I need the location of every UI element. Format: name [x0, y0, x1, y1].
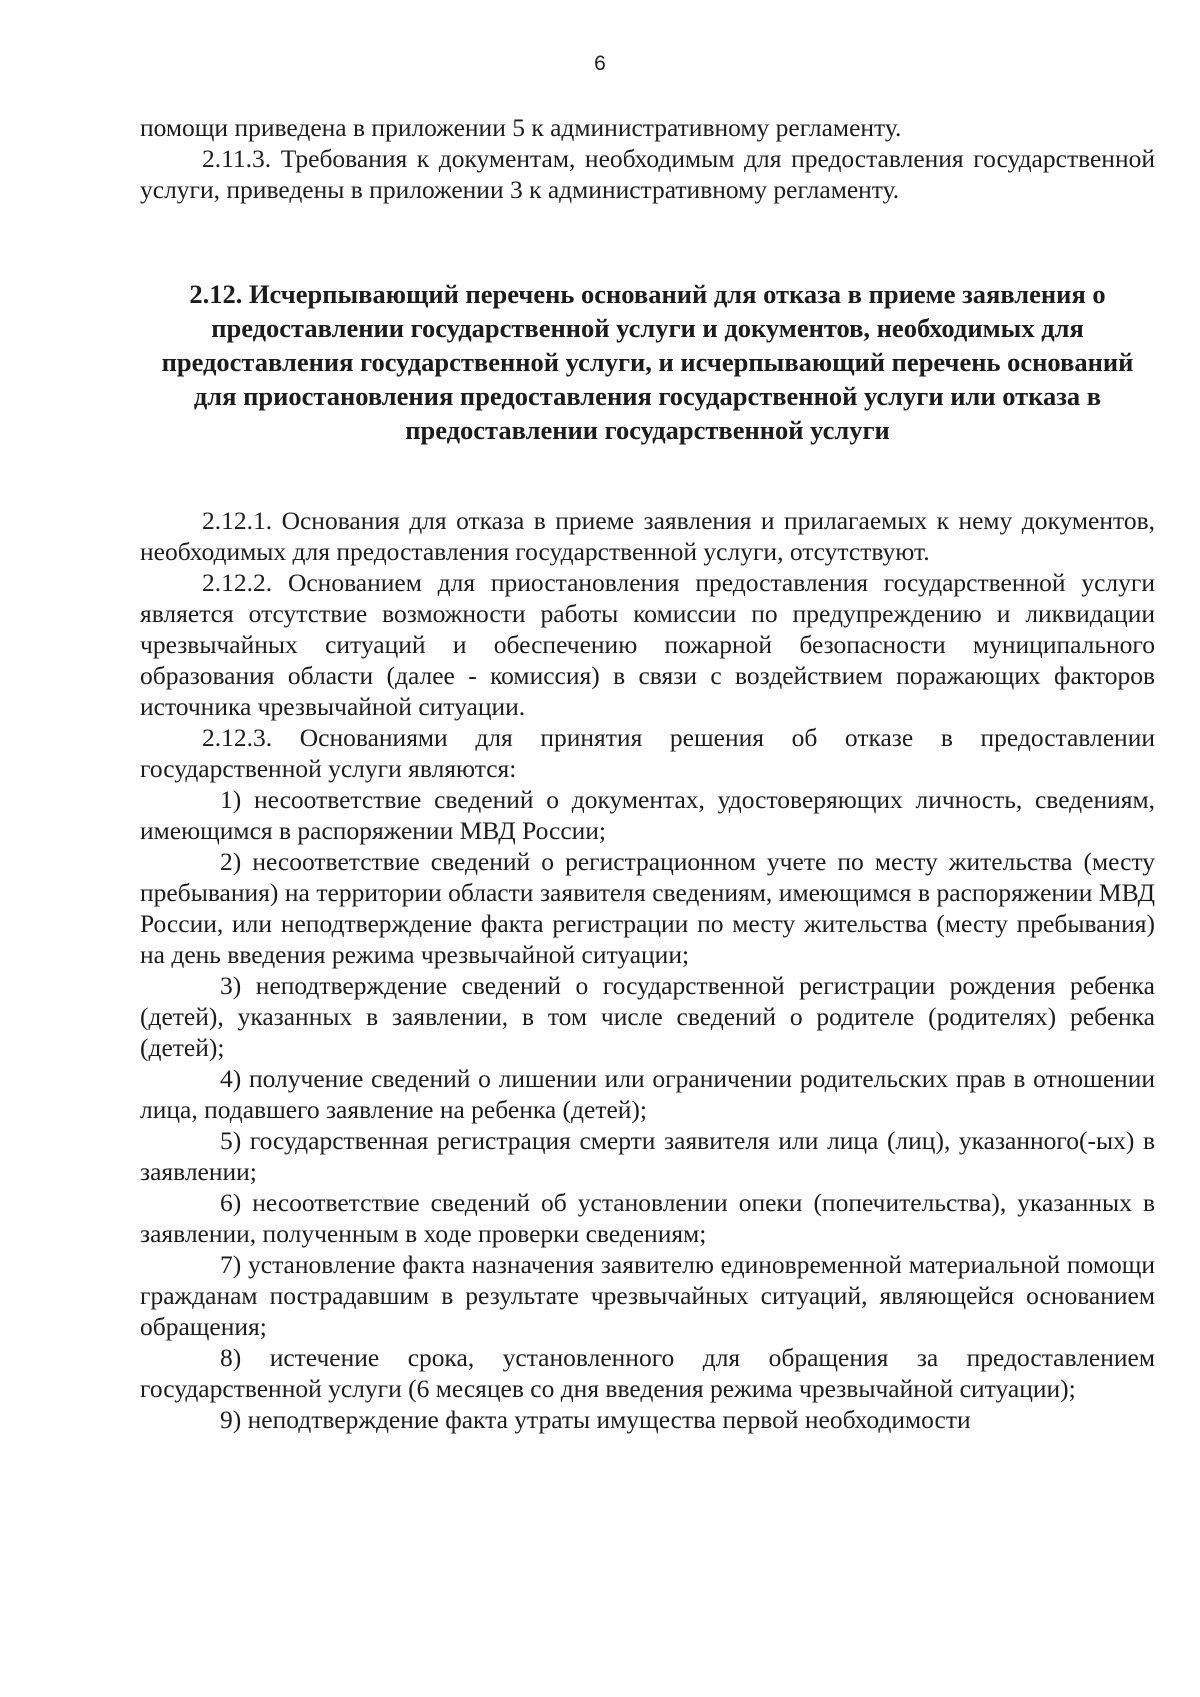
- list-item: 8) истечение срока, установленного для обращения за предоставлением государственной услуги (6 месяцев со дня введения режима чрезвычайной ситуации);: [140, 1343, 1155, 1403]
- list-item: 4) получение сведений о лишении или ограничении родительских прав в отношении лица, подавшего заявление на ребенка (детей);: [140, 1064, 1155, 1124]
- list-item: 5) государственная регистрация смерти заявителя или лица (лиц), указанного(-ых) в заявлении;: [140, 1126, 1155, 1186]
- page-number: 6: [594, 52, 606, 75]
- paragraph-2-12-1: 2.12.1. Основания для отказа в приеме заявления и прилагаемых к нему документов, необходимых для предоставления государственной услуги, отсутствуют.: [140, 506, 1155, 566]
- list-item: 1) несоответствие сведений о документах, удостоверяющих личность, сведениям, имеющимся в распоряжении МВД России;: [140, 785, 1155, 845]
- continuation-paragraph: помощи приведена в приложении 5 к административному регламенту.: [140, 113, 902, 142]
- list-item: 6) несоответствие сведений об установлении опеки (попечительства), указанных в заявлении, полученным в ходе проверки сведениям;: [140, 1188, 1155, 1248]
- paragraph-2-11-3: 2.11.3. Требования к документам, необходимым для предоставления государственной услуги, приведены в приложении 3 к административному регламенту.: [140, 144, 1155, 204]
- section-heading-2-12: 2.12. Исчерпывающий перечень оснований для отказа в приеме заявления о предоставлении государственной услуги и документов, необходимых для предоставления государственной услуги, и исчерпывающий перечень оснований для приостановления предоставления государственной услуги или отказа в предоставлении государственной услуги: [161, 279, 1134, 445]
- list-item: 3) неподтверждение сведений о государственной регистрации рождения ребенка (детей), указанных в заявлении, в том числе сведений о родителе (родителях) ребенка (детей);: [140, 971, 1155, 1062]
- list-item: 9) неподтверждение факта утраты имущества первой необходимости: [220, 1405, 971, 1434]
- top-text-block: [140, 112, 1155, 205]
- list-item: 7) установление факта назначения заявителю единовременной материальной помощи гражданам пострадавшим в результате чрезвычайных ситуаций, являющейся основанием обращения;: [140, 1250, 1155, 1341]
- list-item: 2) несоответствие сведений о регистрационном учете по месту жительства (месту пребывания) на территории области заявителя сведениям, имеющимся в распоряжении МВД России, или неподтверждение факта регистрации по месту жительства (месту пребывания) на день введения режима чрезвычайной ситуации;: [140, 847, 1155, 969]
- paragraph-2-12-3: 2.12.3. Основаниями для принятия решения об отказе в предоставлении государственной услуги являются:: [140, 723, 1155, 783]
- section-body: [140, 505, 1155, 1435]
- paragraph-2-12-2: 2.12.2. Основанием для приостановления предоставления государственной услуги является отсутствие возможности работы комиссии по предупреждению и ликвидации чрезвычайных ситуаций и обеспечению пожарной безопасности муниципального образования области (далее - комиссия) в связи с воздействием поражающих факторов источника чрезвычайной ситуации.: [140, 568, 1155, 721]
